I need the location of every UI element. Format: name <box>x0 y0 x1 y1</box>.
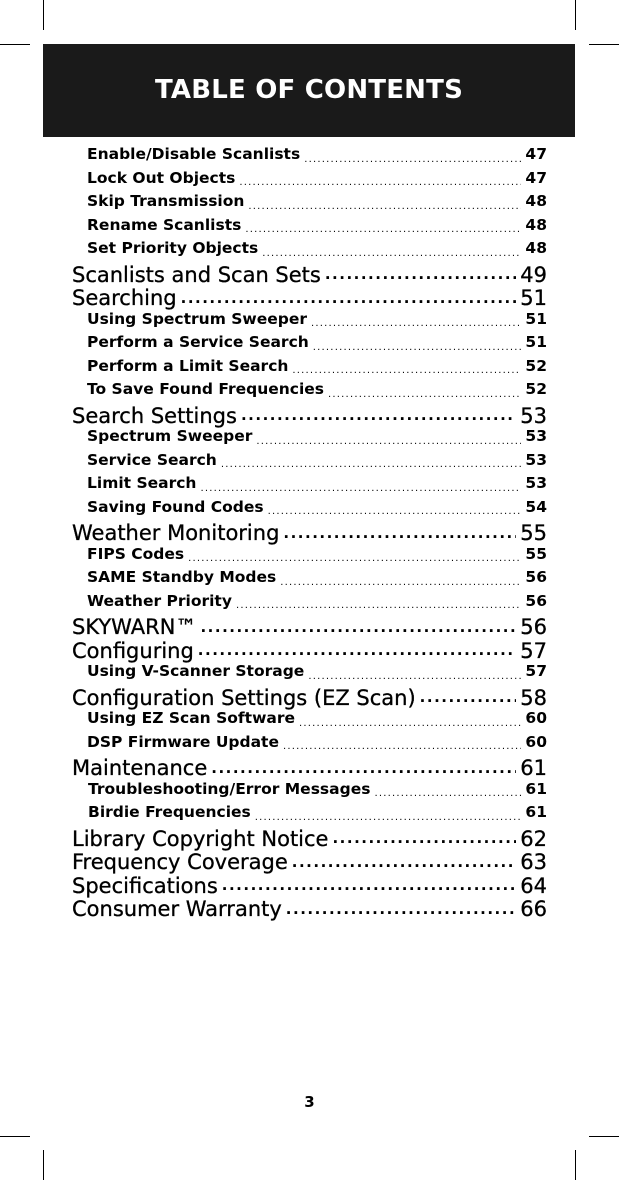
dot-leader <box>245 216 521 240</box>
toc-entry-label: Spectrum Sweeper <box>87 427 253 445</box>
toc-entry-label: Perform a Service Search <box>87 333 309 351</box>
toc-entry-page: 56 <box>525 568 547 586</box>
dot-leader <box>200 474 521 498</box>
header-band <box>43 44 575 137</box>
toc-entry[interactable] <box>72 733 547 757</box>
toc-entry-page: 54 <box>525 497 547 516</box>
toc-entry[interactable] <box>72 615 547 639</box>
toc-entry-page: 48 <box>525 239 547 257</box>
toc-entry-page: 48 <box>525 192 547 210</box>
toc-entry-label: FIPS Codes <box>87 544 185 563</box>
toc-entry-page: 51 <box>525 309 547 328</box>
toc-entry-label: Perform a Limit Search <box>87 356 289 375</box>
toc-entry-page: 56 <box>525 591 547 610</box>
dot-leader <box>222 874 516 898</box>
toc-entry-label: Library Copyright Notice <box>72 826 329 851</box>
dot-leader <box>188 545 521 569</box>
toc-entry[interactable] <box>72 451 547 475</box>
dot-leader <box>211 756 516 780</box>
dot-leader <box>286 897 516 921</box>
dot-leader <box>328 380 521 404</box>
toc-entry[interactable] <box>72 850 547 874</box>
toc-entry[interactable] <box>72 897 547 921</box>
toc-entry[interactable] <box>72 333 547 357</box>
toc-entry-label: Using EZ Scan Software <box>87 709 296 727</box>
toc-entry-page: 57 <box>520 638 547 663</box>
toc-entry-page: 58 <box>520 685 547 710</box>
toc-entry-page: 60 <box>525 709 547 727</box>
dot-leader <box>283 521 516 545</box>
toc-entry[interactable] <box>72 310 547 334</box>
dot-leader <box>248 192 521 216</box>
toc-entry-label: Using V-Scanner Storage <box>87 662 305 680</box>
toc-entry-label: Troubleshooting/Error Messages <box>88 779 371 798</box>
dot-leader <box>255 803 522 827</box>
toc-entry-page: 61 <box>525 779 547 798</box>
toc-entry[interactable] <box>72 169 547 193</box>
toc-entry[interactable] <box>72 545 547 569</box>
toc-entry-page: 55 <box>520 521 547 545</box>
toc-entry[interactable] <box>72 662 547 686</box>
toc-entry[interactable] <box>72 145 547 169</box>
dot-leader <box>221 451 522 475</box>
toc-entry[interactable] <box>72 498 547 522</box>
crop-mark <box>43 0 44 30</box>
toc-entry-label: Maintenance <box>72 756 208 780</box>
toc-entry-page: 61 <box>520 756 547 780</box>
toc-entry-page: 52 <box>525 356 547 375</box>
toc-entry-page: 64 <box>520 873 547 898</box>
dot-leader <box>308 662 521 686</box>
toc-entry-page: 53 <box>525 427 547 445</box>
toc-entry-label: Enable/Disable Scanlists <box>87 145 301 163</box>
toc-entry-label: Weather Monitoring <box>72 521 280 545</box>
toc-entry-label: Weather Priority <box>87 591 232 610</box>
toc-entry[interactable] <box>72 521 547 545</box>
dot-leader <box>374 780 521 804</box>
dot-leader <box>280 568 521 592</box>
toc-entry[interactable] <box>72 239 547 263</box>
toc-entry-label: Configuring <box>72 638 194 663</box>
toc-entry[interactable] <box>72 592 547 616</box>
toc-entry-page: 55 <box>525 544 547 563</box>
toc-entry-label: Limit Search <box>87 474 197 492</box>
dot-leader <box>181 286 517 310</box>
toc-entry-label: Searching <box>72 286 177 310</box>
toc-entry-page: 53 <box>525 450 547 469</box>
toc-entry-label: SAME Standby Modes <box>87 568 277 586</box>
toc-entry[interactable] <box>72 803 547 827</box>
toc-entry-page: 51 <box>520 286 547 310</box>
toc-entry-label: DSP Firmware Update <box>87 732 279 751</box>
toc-entry[interactable] <box>72 474 547 498</box>
dot-leader <box>420 686 517 710</box>
dot-leader <box>236 592 521 616</box>
toc-entry-label: SKYWARN™ <box>72 615 197 639</box>
dot-leader <box>325 263 516 287</box>
toc-entry-label: Frequency Coverage <box>72 850 288 874</box>
toc-entry-page: 66 <box>520 897 547 921</box>
toc-entry[interactable] <box>72 827 547 851</box>
page-number: 3 <box>304 1093 315 1111</box>
toc-entry-page: 57 <box>525 662 547 680</box>
toc-entry[interactable] <box>72 756 547 780</box>
dot-leader <box>304 145 521 169</box>
toc-entry-label: Scanlists and Scan Sets <box>72 262 321 287</box>
toc-entry[interactable] <box>72 380 547 404</box>
dot-leader <box>313 333 522 357</box>
toc-entry-label: To Save Found Frequencies <box>87 380 325 398</box>
toc-entry-page: 51 <box>525 333 547 351</box>
toc-entry[interactable] <box>72 286 547 310</box>
toc-entry-label: Rename Scanlists <box>87 215 242 234</box>
toc-entry[interactable] <box>72 780 547 804</box>
toc-entry-page: 47 <box>525 168 547 187</box>
toc-entry-label: Configuration Settings (EZ Scan) <box>72 685 416 710</box>
toc-entry[interactable] <box>72 357 547 381</box>
toc-entry[interactable] <box>72 709 547 733</box>
toc-entry-page: 49 <box>520 262 547 287</box>
toc-entry[interactable] <box>72 639 547 663</box>
toc-entry-page: 53 <box>525 474 547 492</box>
toc-entry-label: Specifications <box>72 873 218 898</box>
crop-mark <box>575 1150 576 1180</box>
toc-entry-page: 56 <box>520 615 547 639</box>
toc-entry-label: Lock Out Objects <box>87 168 236 187</box>
toc-entry-label: Saving Found Codes <box>87 497 264 516</box>
toc-entry[interactable] <box>72 874 547 898</box>
toc-entry[interactable] <box>72 427 547 451</box>
page-title: TABLE OF CONTENTS <box>154 74 463 105</box>
toc-entry-page: 52 <box>525 380 547 398</box>
table-of-contents <box>72 145 547 921</box>
dot-leader <box>239 169 521 193</box>
toc-entry-page: 47 <box>525 145 547 163</box>
dot-leader <box>311 310 521 334</box>
dot-leader <box>262 239 521 263</box>
dot-leader <box>332 827 516 851</box>
dot-leader <box>299 709 521 733</box>
toc-entry-label: Set Priority Objects <box>87 239 259 257</box>
toc-entry[interactable] <box>72 216 547 240</box>
toc-entry-label: Using Spectrum Sweeper <box>87 309 308 328</box>
toc-entry-page: 48 <box>525 215 547 234</box>
dot-leader <box>268 498 522 522</box>
toc-entry-page: 53 <box>520 403 547 428</box>
crop-mark <box>589 44 619 45</box>
toc-entry[interactable] <box>72 686 547 710</box>
crop-mark <box>575 0 576 30</box>
dot-leader <box>256 427 521 451</box>
crop-mark <box>0 1136 30 1137</box>
toc-entry[interactable] <box>72 192 547 216</box>
toc-entry-label: Service Search <box>87 450 217 469</box>
dot-leader <box>241 404 516 428</box>
toc-entry-label: Birdie Frequencies <box>88 803 251 821</box>
toc-entry[interactable] <box>72 263 547 287</box>
dot-leader <box>292 850 516 874</box>
crop-mark <box>589 1136 619 1137</box>
crop-mark <box>43 1150 44 1180</box>
dot-leader <box>292 357 521 381</box>
toc-entry[interactable] <box>72 568 547 592</box>
toc-entry-page: 61 <box>525 803 547 821</box>
dot-leader <box>198 639 516 663</box>
toc-entry-label: Consumer Warranty <box>72 897 282 921</box>
dot-leader <box>283 733 521 757</box>
toc-entry-page: 62 <box>520 826 547 851</box>
toc-entry-label: Search Settings <box>72 403 237 428</box>
dot-leader <box>200 615 516 639</box>
toc-entry[interactable] <box>72 404 547 428</box>
toc-entry-page: 60 <box>525 732 547 751</box>
toc-entry-page: 63 <box>520 850 547 874</box>
crop-mark <box>0 44 30 45</box>
toc-entry-label: Skip Transmission <box>87 192 245 210</box>
